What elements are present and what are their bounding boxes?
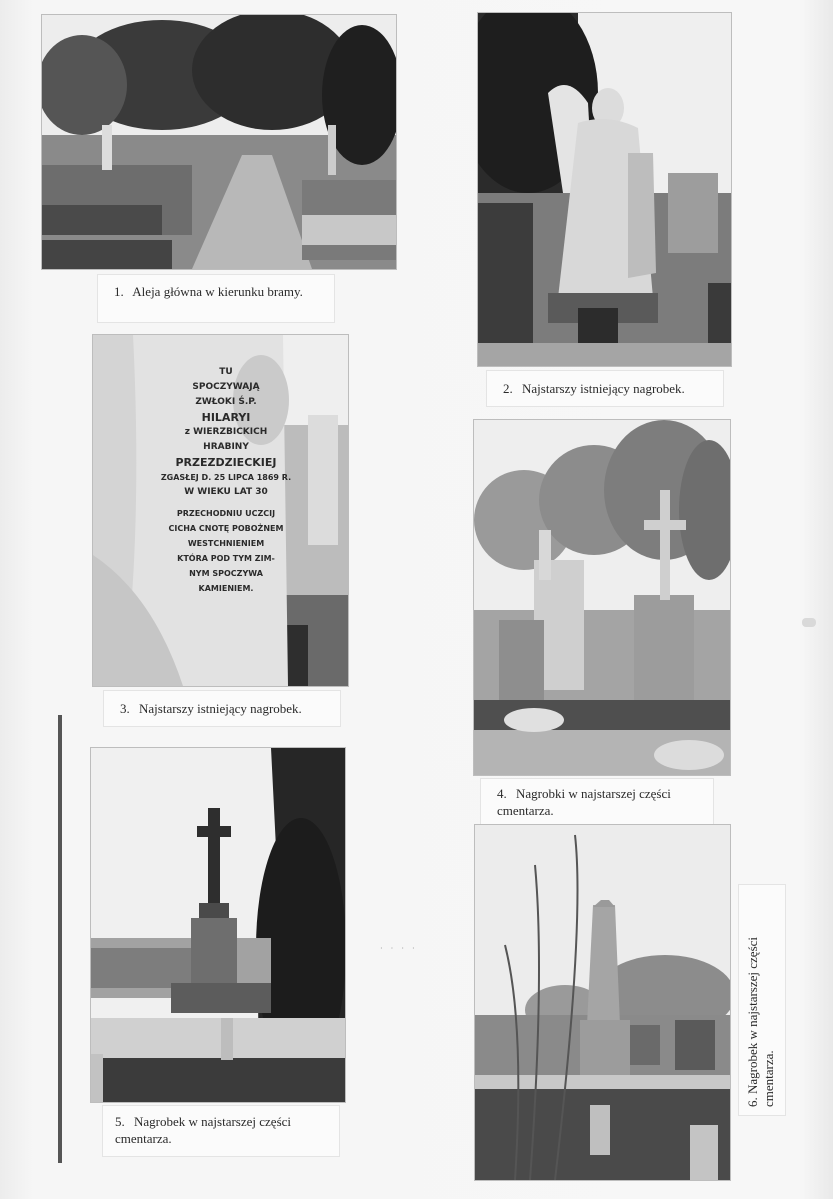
caption-4 — [481, 779, 713, 826]
photo-main-alley — [42, 15, 396, 269]
caption-number: 5. — [115, 1114, 125, 1129]
inscription-line: W WIEKU LAT 30 — [184, 487, 268, 497]
photo-inscription — [93, 335, 348, 686]
caption-number: 1. — [114, 284, 124, 299]
paper-mark — [802, 618, 816, 627]
inscription-line: SPOCZYWAJĄ — [192, 382, 260, 392]
inscription-line: PRZECHODNIU UCZCIJ — [176, 509, 276, 518]
caption-text: Nagrobek w najstarszej części cmentarza. — [115, 1114, 292, 1146]
inscription-line: z WIERZBICKICH — [184, 427, 268, 437]
caption-number: 6. — [745, 1097, 760, 1107]
caption-text: Aleja główna w kierunku bramy. — [132, 284, 303, 299]
inscription-line: TU — [219, 367, 233, 377]
caption-5 — [103, 1106, 339, 1156]
caption-2 — [487, 371, 723, 406]
caption-number: 4. — [497, 786, 507, 801]
inscription-line: KAMIENIEM. — [198, 584, 254, 593]
caption-1 — [98, 275, 334, 322]
inscription-line: NYM SPOCZYWA — [189, 569, 263, 578]
inscription-line: KTÓRA POD TYM ZIM- — [177, 554, 275, 563]
inscription-line: PRZEZDZIECKIEJ — [175, 456, 277, 469]
paper-specks: · · · · — [380, 944, 418, 953]
photo-angel-tombstone — [478, 13, 731, 366]
caption-text: Nagrobki w najstarszej części cmentarza. — [497, 786, 671, 818]
inscription-line: ZWŁOKI Ś.P. — [195, 397, 257, 407]
caption-text: Najstarszy istniejący nagrobek. — [522, 381, 685, 396]
inscription-line: WESTCHNIENIEM — [187, 539, 265, 548]
inscription-line: HRABINY — [203, 442, 249, 452]
binding-margin-line — [58, 715, 62, 1163]
inscription-line: CICHA CNOTĘ POBOŻNEM — [168, 524, 284, 533]
photo-cross-monument — [91, 748, 345, 1102]
photo-obelisk — [475, 825, 730, 1180]
caption-text: Najstarszy istniejący nagrobek. — [139, 701, 302, 716]
photo-old-tombstones — [474, 420, 730, 775]
caption-3 — [104, 691, 340, 726]
caption-text: Nagrobek w najstarszej części cmentarza. — [745, 936, 776, 1107]
caption-number: 2. — [503, 381, 513, 396]
caption-number: 3. — [120, 701, 130, 716]
inscription-line: HILARYI — [201, 411, 251, 424]
inscription-line: ZGASŁEJ D. 25 LIPCA 1869 R. — [160, 473, 292, 482]
caption-6-rotated — [739, 885, 785, 1115]
inscription-text — [151, 365, 301, 596]
